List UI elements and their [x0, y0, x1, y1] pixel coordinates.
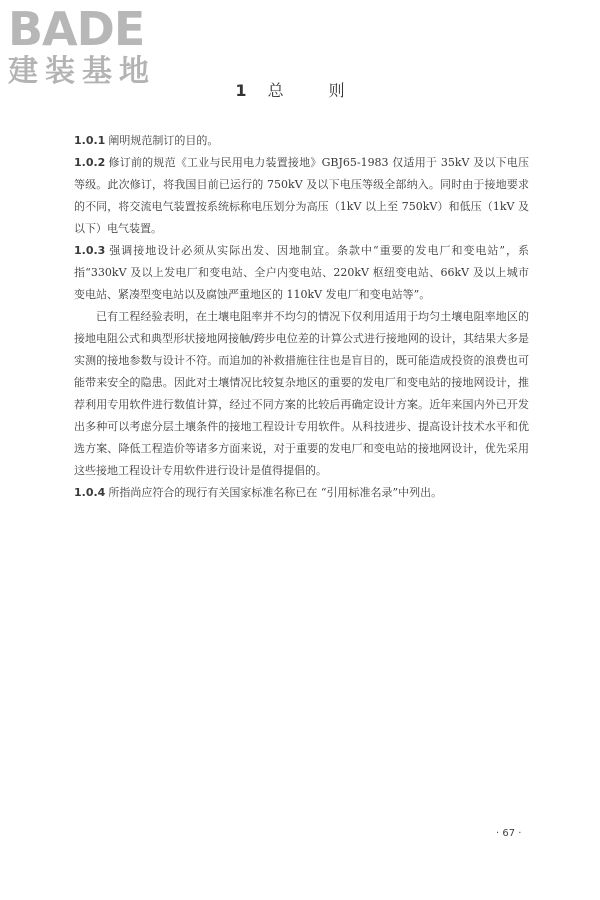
clause-1-0-3 [74, 240, 529, 306]
clause-1-0-4 [74, 482, 529, 504]
logo-wordmark: BADE [8, 2, 145, 56]
clause-text: 阐明规范制订的目的。 [108, 134, 219, 147]
document-body [74, 130, 529, 504]
clause-1-0-2 [74, 152, 529, 240]
clause-number: 1.0.4 [74, 486, 106, 499]
page-number: · 67 · [496, 828, 522, 839]
clause-number: 1.0.1 [74, 134, 106, 147]
logo-subtitle: 建装基地 [8, 54, 156, 89]
explanation-paragraph [74, 306, 529, 482]
clause-number: 1.0.2 [74, 156, 106, 169]
chapter-title [0, 78, 600, 101]
chapter-number: 1 [235, 81, 249, 100]
clause-1-0-1 [74, 130, 529, 152]
paragraph-text: 已有工程经验表明，在土壤电阻率并不均匀的情况下仅利用适用于均匀土壤电阻率地区的接地电阻公式和典型形状接地网接触/跨步电位差的计算公式进行接地网的设计，其结果大多是实测的接地参数与设计不符。而追加的补救措施往往也是盲目的，既可能造成投资的浪费也可能带来安全的隐患。因此对土壤情况比较复杂地区的重要的发电厂和变电站的接地网设计，推荐利用专用软件进行数值计算，经过不同方案的比较后再确定设计方案。近年来国内外已开发出多种可以考虑分层土壤条件的接地工程设计专用软件。从科技进步、提高设计技术水平和优选方案、降低工程造价等诸多方面来说，对于重要的发电厂和变电站的接地网设计，优先采用这些接地工程设计专用软件进行设计是值得提倡的。 [74, 310, 529, 477]
clause-text: 修订前的规范《工业与民用电力装置接地》GBJ65-1983 仅适用于 35kV 及以下电压等级。此次修订，将我国目前已运行的 750kV 及以下电压等级全部纳入。同时由于接地要求的不同，将交流电气装置按系统标称电压划分为高压（1kV 以上至 750kV）和低压（1kV 及以下）电气装置。 [74, 156, 529, 235]
clause-number: 1.0.3 [74, 244, 106, 257]
chapter-name: 总 则 [267, 81, 365, 100]
clause-text: 强调接地设计必须从实际出发、因地制宜。条款中“重要的发电厂和变电站”，系指“330kV 及以上发电厂和变电站、全户内变电站、220kV 枢纽变电站、66kV 及以上城市变电站、紧凑型变电站以及腐蚀严重地区的 110kV 发电厂和变电站等”。 [74, 244, 529, 301]
clause-text: 所指尚应符合的现行有关国家标准名称已在 “引用标准名录”中列出。 [108, 486, 443, 499]
